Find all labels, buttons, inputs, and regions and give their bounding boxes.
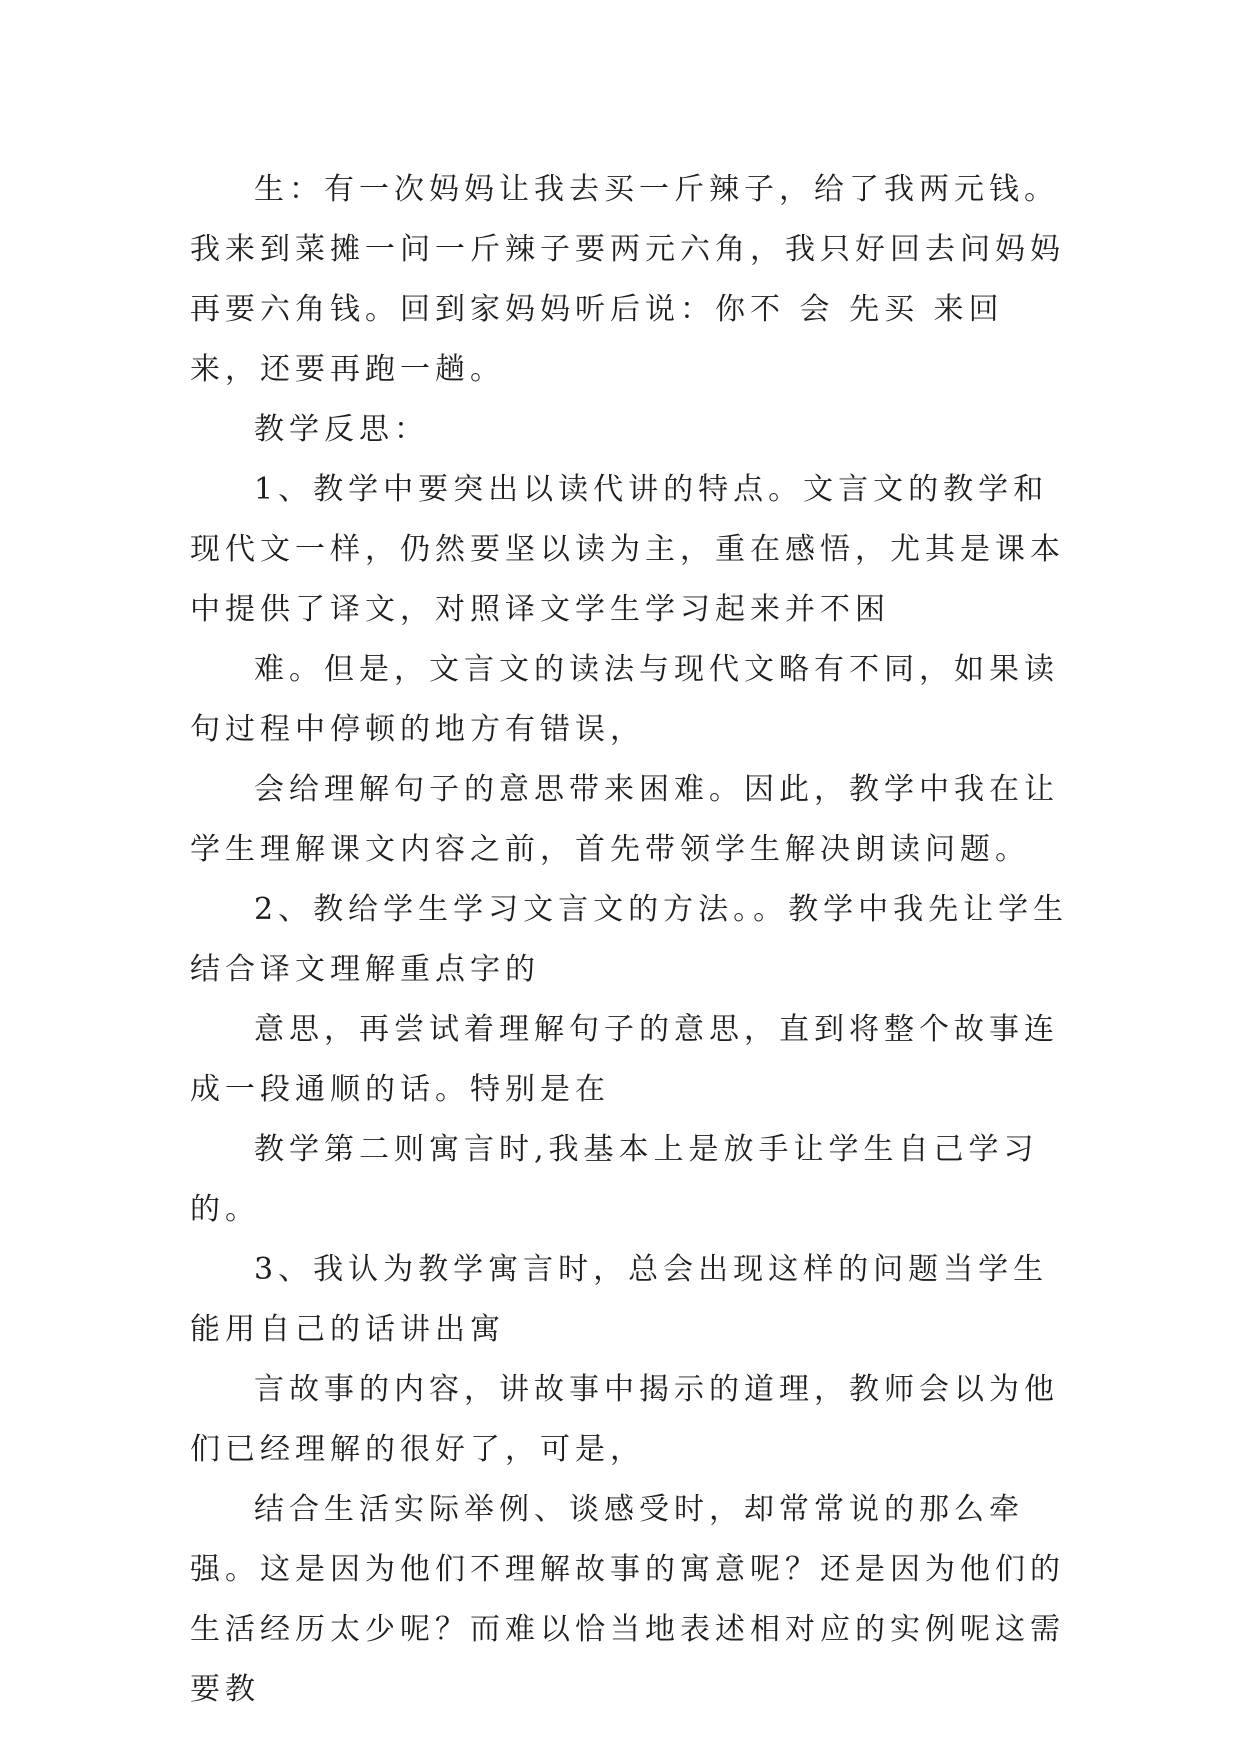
paragraph-reflection-1-cont: 难。但是，文言文的读法与现代文略有不同，如果读句过程中停顿的地方有错误， <box>190 652 1059 747</box>
paragraph-reflection-2: 2、教给学生学习文言文的方法。。教学中我先让学生结合译文理解重点字的 <box>190 892 1069 987</box>
paragraph-reflection-3-cont: 言故事的内容，讲故事中揭示的道理，教师会以为他们已经理解的很好了，可是， <box>190 1372 1059 1467</box>
paragraph-reflection-2-cont: 意思，再尝试着理解句子的意思，直到将整个故事连成一段通顺的话。特别是在 <box>190 1012 1059 1107</box>
document-body <box>190 160 1070 1720</box>
paragraph-reflection-2-cont-2: 教学第二则寓言时,我基本上是放手让学生自己学习的。 <box>190 1132 1039 1227</box>
paragraph-reflection-3: 3、我认为教学寓言时，总会出现这样的问题当学生能用自己的话讲出寓 <box>190 1252 1049 1347</box>
paragraph-reflection-1-cont-2: 会给理解句子的意思带来困难。因此，教学中我在让学生理解课文内容之前，首先带领学生解决朗读问题。 <box>190 772 1059 867</box>
paragraph-reflection-3-cont-2: 结合生活实际举例、谈感受时，却常常说的那么牵强。这是因为他们不理解故事的寓意呢？还是因为他们的生活经历太少呢？而难以恰当地表述相对应的实例呢这需要教 <box>190 1492 1065 1707</box>
paragraph-reflection-heading: 教学反思： <box>254 412 429 447</box>
paragraph-student-anecdote: 生：有一次妈妈让我去买一斤辣子，给了我两元钱。我来到菜摊一问一斤辣子要两元六角，我只好回去问妈妈再要六角钱。回到家妈妈听后说：你不 会 先买 来回来，还要再跑一趟。 <box>190 172 1065 387</box>
paragraph-reflection-1: 1、教学中要突出以读代讲的特点。文言文的教学和现代文一样，仍然要坚以读为主，重在感悟，尤其是课本中提供了译文，对照译文学生学习起来并不困 <box>190 472 1065 627</box>
